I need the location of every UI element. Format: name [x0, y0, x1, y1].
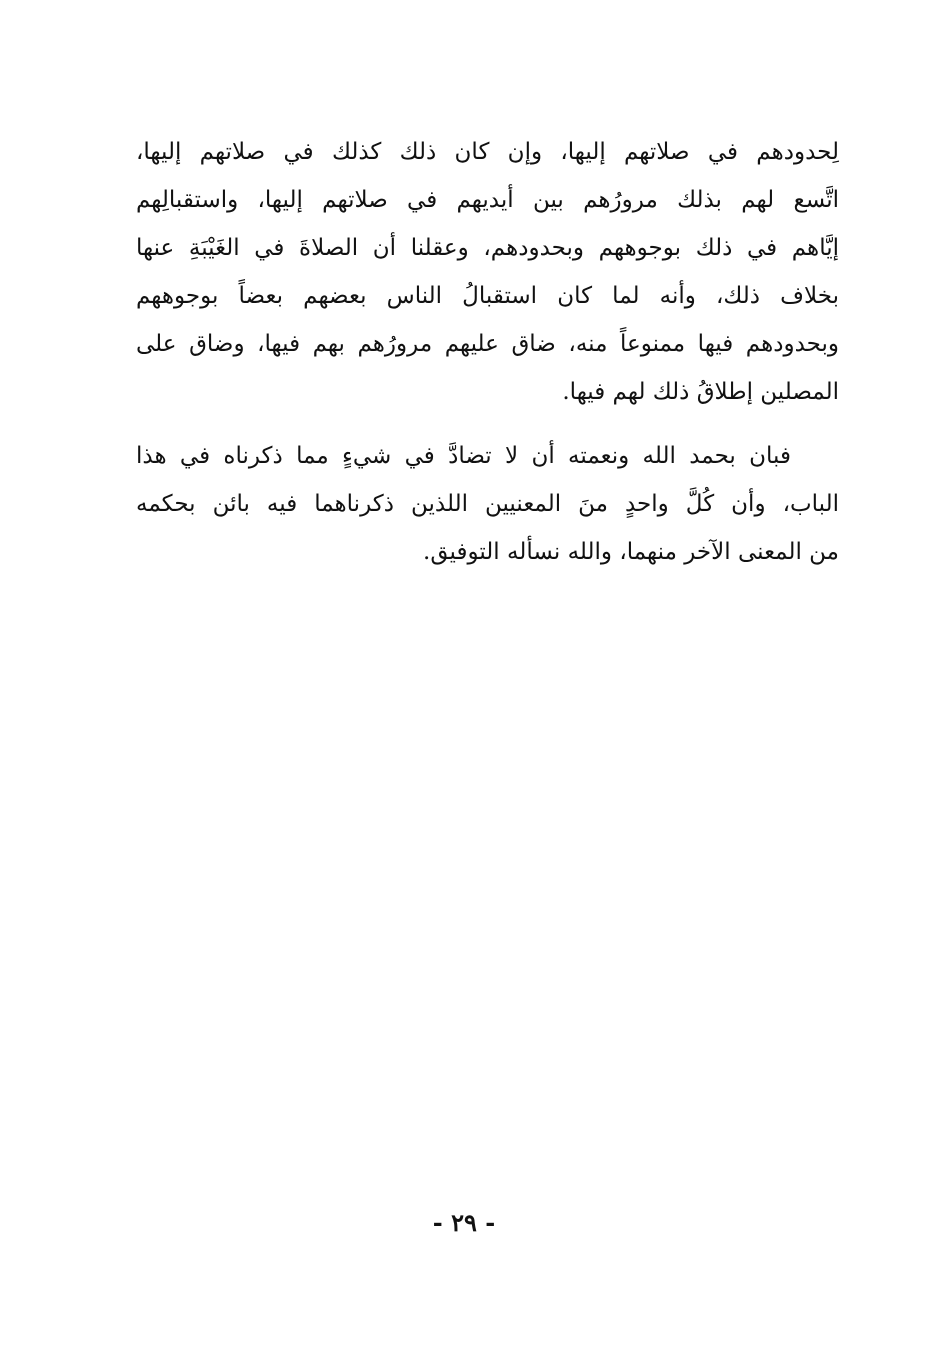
text-line: اتَّسع لهم بذلك مرورُهم بين أيديهم في صلاتهم إليها، واستقبالِهم [136, 187, 839, 213]
text-line: من المعنى الآخر منهما، والله نسأله التوفيق. [423, 539, 839, 565]
text-line: الباب، وأن كُلَّ واحدٍ منَ المعنيين اللذين ذكرناهما فيه بائن بحكمه [136, 491, 839, 517]
text-line: بخلاف ذلك، وأنه لما كان استقبالُ الناس بعضهم بعضاً بوجوههم [136, 283, 839, 309]
paragraph-1 [136, 128, 839, 416]
text-line: المصلين إطلاقُ ذلك لهم فيها. [562, 379, 839, 405]
text-line: لِحدودهم في صلاتهم إليها، وإن كان ذلك كذلك في صلاتهم إليها، [136, 139, 839, 165]
page-number: - ٢٩ - [432, 1208, 496, 1237]
paragraph-2 [136, 432, 839, 576]
text-line: فبان بحمد الله ونعمته أن لا تضادَّ في شيءٍ مما ذكرناه في هذا [136, 443, 791, 469]
text-line: إيَّاهم في ذلك بوجوههم وبحدودهم، وعقلنا أن الصلاةَ في الغَيْبَةِ عنها [136, 235, 839, 261]
text-line: وبحدودهم فيها ممنوعاً منه، ضاق عليهم مرورُهم بهم فيها، وضاق على [136, 331, 839, 357]
